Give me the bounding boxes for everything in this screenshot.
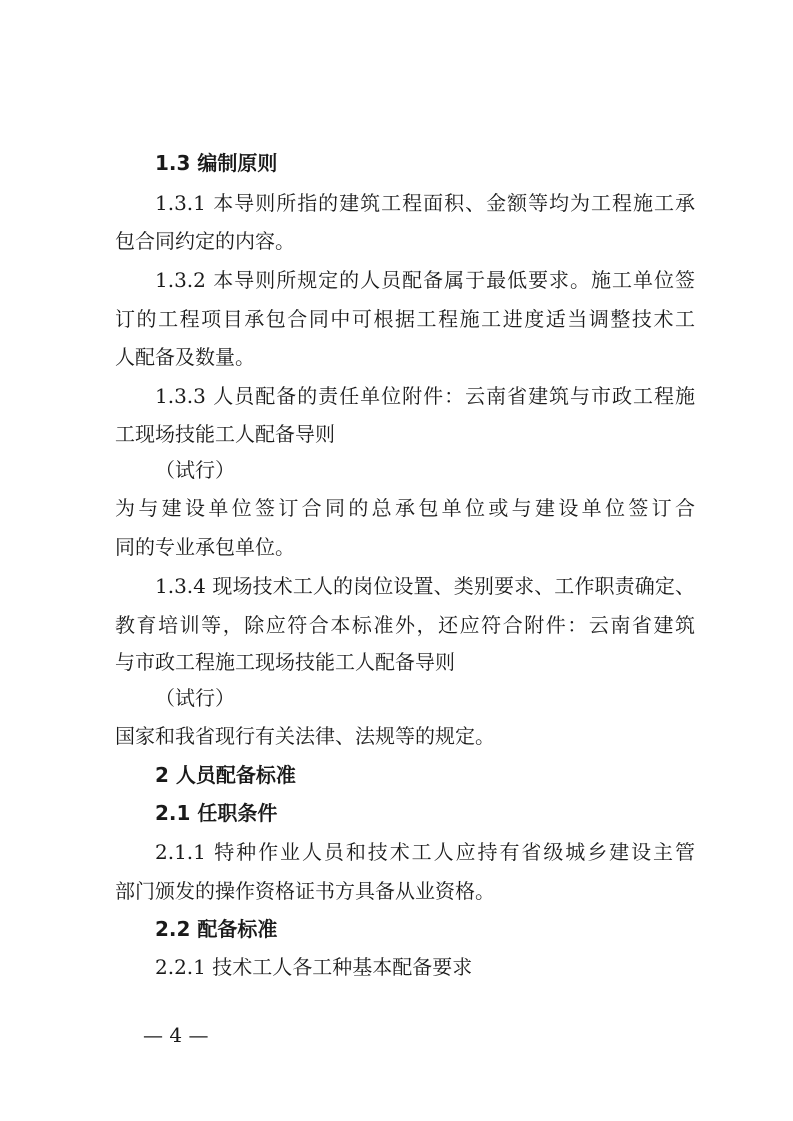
paragraph-line: 2.2.1 技术工人各工种基本配备要求 bbox=[155, 955, 473, 979]
paragraph-line: 国家和我省现行有关法律、法规等的规定。 bbox=[115, 724, 495, 748]
section-heading-2-2: 2.2 配备标准 bbox=[155, 917, 278, 941]
section-heading-1-3: 1.3 编制原则 bbox=[155, 151, 278, 175]
paragraph-line: 包合同约定的内容。 bbox=[115, 229, 295, 253]
paragraph-line: 教育培训等，除应符合本标准外，还应符合附件：云南省建筑 bbox=[115, 613, 695, 637]
paragraph-line: 为与建设单位签订合同的总承包单位或与建设单位签订合 bbox=[115, 496, 695, 520]
paragraph-line: 1.3.2 本导则所规定的人员配备属于最低要求。施工单位签 bbox=[155, 268, 695, 292]
paragraph-line: 1.3.3 人员配备的责任单位附件：云南省建筑与市政工程施 bbox=[155, 384, 695, 408]
paragraph-line: 2.1.1 特种作业人员和技术工人应持有省级城乡建设主管 bbox=[155, 840, 695, 864]
paragraph-line: 1.3.1 本导则所指的建筑工程面积、金额等均为工程施工承 bbox=[155, 191, 695, 215]
paragraph-line: 1.3.4 现场技术工人的岗位设置、类别要求、工作职责确定、 bbox=[155, 574, 695, 598]
paragraph-line: （试行） bbox=[155, 686, 235, 710]
paragraph-line: 同的专业承包单位。 bbox=[115, 535, 295, 559]
paragraph-line: 部门颁发的操作资格证书方具备从业资格。 bbox=[115, 879, 495, 903]
section-heading-2: 2 人员配备标准 bbox=[155, 763, 296, 787]
paragraph-line: （试行） bbox=[155, 458, 235, 482]
page-number: — 4 — bbox=[143, 1023, 209, 1047]
paragraph-line: 与市政工程施工现场技能工人配备导则 bbox=[115, 650, 455, 674]
paragraph-line: 工现场技能工人配备导则 bbox=[115, 422, 335, 446]
paragraph-line: 订的工程项目承包合同中可根据工程施工进度适当调整技术工 bbox=[115, 307, 695, 331]
paragraph-line: 人配备及数量。 bbox=[115, 345, 255, 369]
section-heading-2-1: 2.1 任职条件 bbox=[155, 801, 278, 825]
